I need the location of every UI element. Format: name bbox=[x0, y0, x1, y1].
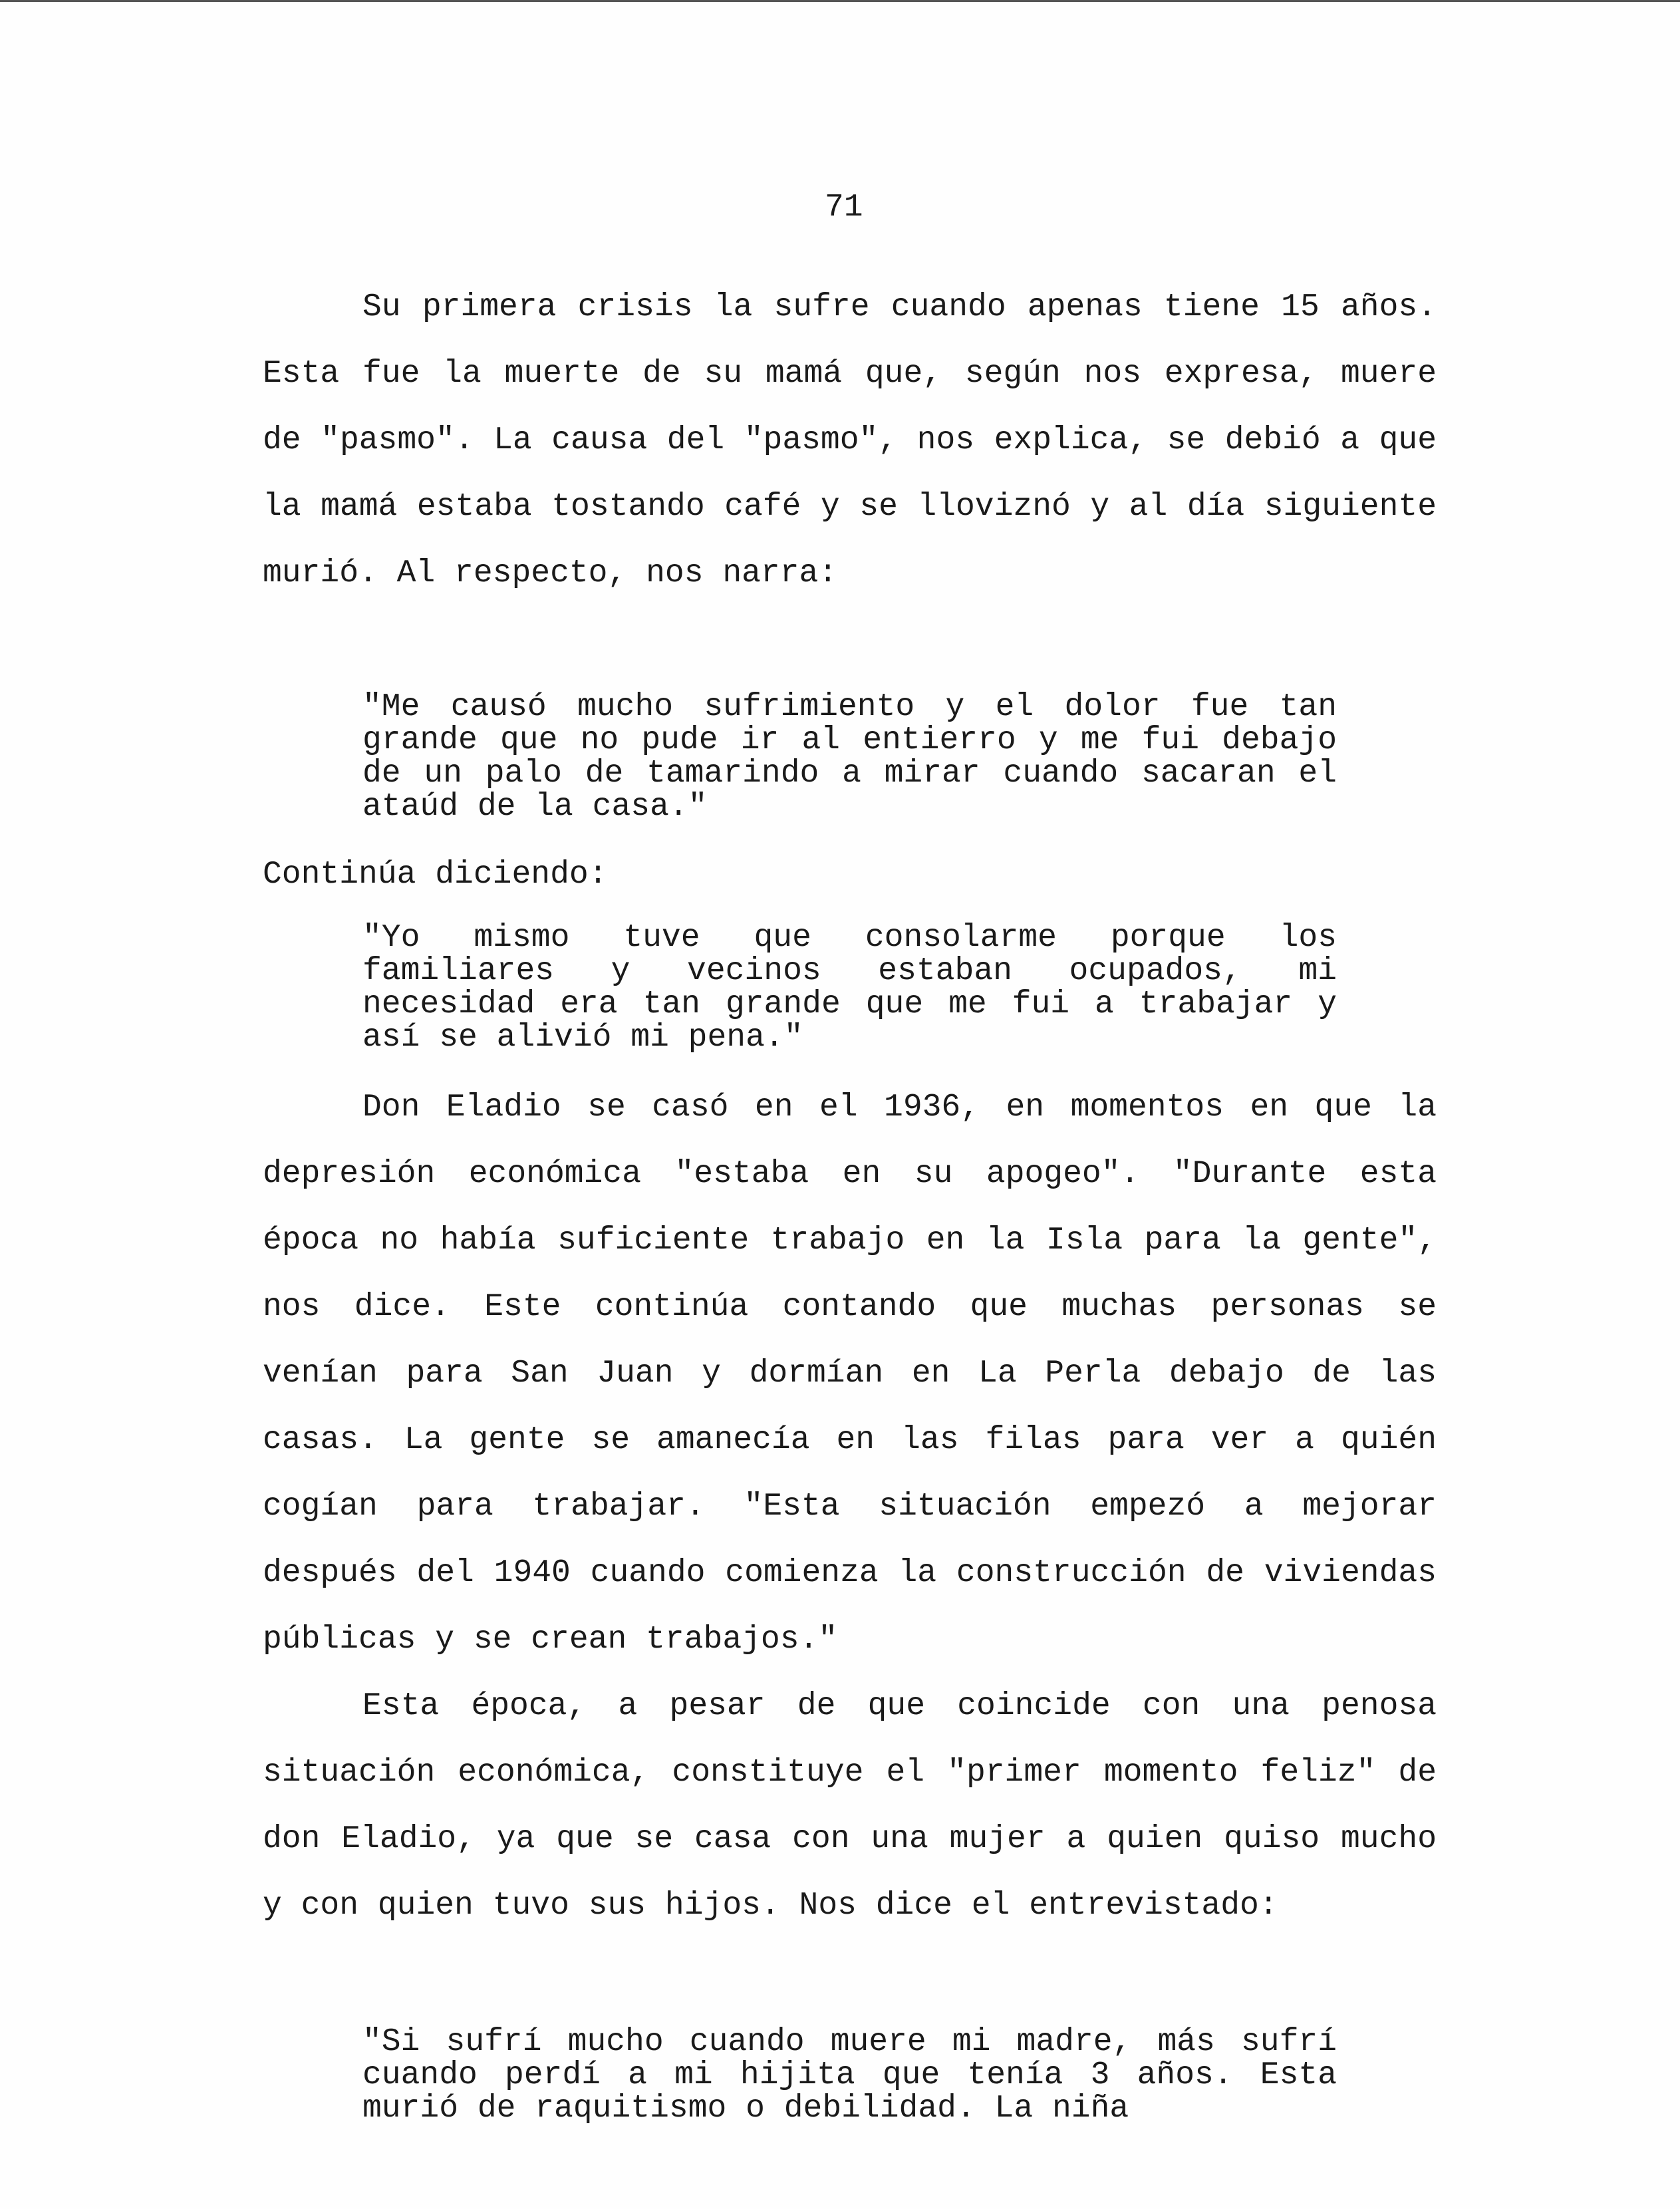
quote-text: "Me causó mucho sufrimiento y el dolor fue tan grande que no pude ir al entierro y me fui debajo de un palo de tamarindo a mirar cuando sacaran el ataúd de la casa." bbox=[362, 689, 1337, 825]
block-quote bbox=[263, 2025, 1437, 2125]
block-quote bbox=[263, 690, 1437, 823]
paragraph: Esta época, a pesar de que coincide con una penosa situación económica, constituye el "primer momento feliz" de don Eladio, ya que se casa con una mujer a quien quiso mucho y con quien tuvo sus hijos. Nos dice el entrevistado: bbox=[263, 1688, 1437, 1924]
quote-text: "Si sufrí mucho cuando muere mi madre, más sufrí cuando perdí a mi hijita que tenía 3 años. Esta murió de raquitismo o debilidad. La niña bbox=[362, 2024, 1337, 2127]
text-block-3 bbox=[263, 1074, 1437, 1939]
paragraph: Don Eladio se casó en el 1936, en momentos en que la depresión económica "estaba en su apogeo". "Durante esta época no había suficiente trabajo en la Isla para la gente", nos dice. Este continúa contando que muchas personas se venían para San Juan y dormían en La Perla debajo de las casas. La gente se amanecía en las filas para ver a quién cogían para trabajar. "Esta situación empezó a mejorar después del 1940 cuando comienza la construcción de viviendas públicas y se crean trabajos." bbox=[263, 1090, 1437, 1658]
text-block-1 bbox=[263, 274, 1437, 607]
text-block-2 bbox=[263, 841, 1437, 908]
block-quote bbox=[263, 921, 1437, 1054]
quote-text: "Yo mismo tuve que consolarme porque los familiares y vecinos estaban ocupados, mi necesidad era tan grande que me fui a trabajar y así se alivió mi pena." bbox=[362, 920, 1337, 1056]
paragraph: Su primera crisis la sufre cuando apenas tiene 15 años. Esta fue la muerte de su mamá que, según nos expresa, muere de "pasmo". La causa del "pasmo", nos explica, se debió a que la mamá estaba tostando café y se lloviznó y al día siguiente murió. Al respecto, nos narra: bbox=[263, 289, 1437, 591]
lead-in-line: Continúa diciendo: bbox=[263, 857, 608, 893]
top-border bbox=[0, 0, 1680, 2]
page-number: 71 bbox=[825, 190, 863, 225]
